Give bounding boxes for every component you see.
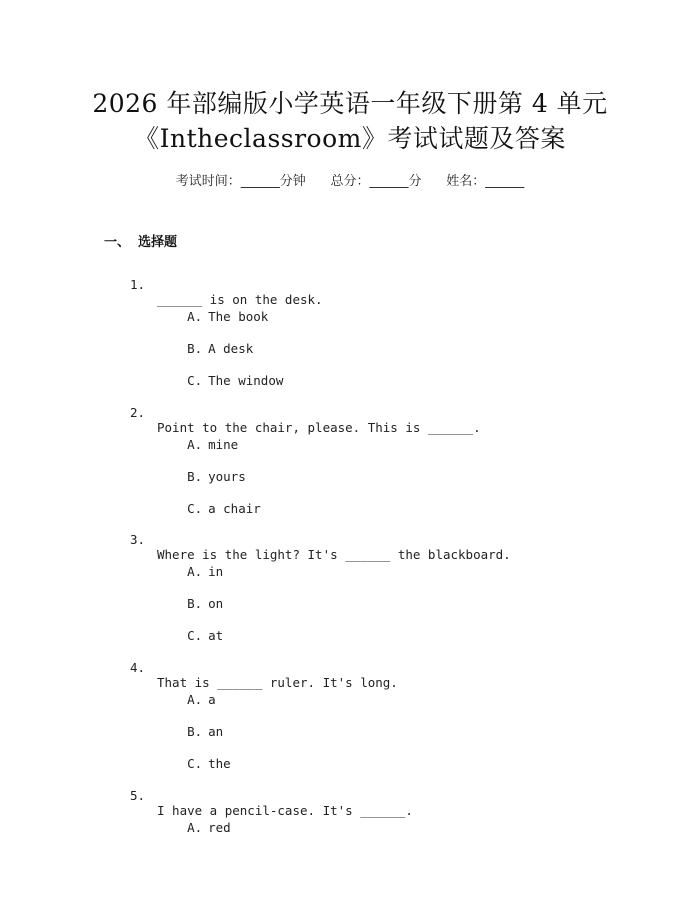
section-label: 选择题 xyxy=(138,235,178,250)
option-item xyxy=(157,613,224,643)
option-item xyxy=(157,454,246,484)
question-item xyxy=(0,262,700,307)
question-item xyxy=(0,517,700,562)
question-text: ______ is on the desk. xyxy=(157,292,323,307)
option-letter: B. xyxy=(187,596,203,611)
option-letter: A. xyxy=(187,564,203,579)
option-letter: A. xyxy=(187,692,203,707)
option-text: in xyxy=(208,564,224,579)
option-item xyxy=(157,709,224,739)
option-item xyxy=(157,486,261,516)
option-letter: A. xyxy=(187,437,203,452)
exam-info-line: 考试时间：______分钟 总分：______分 姓名：______ xyxy=(175,174,525,189)
option-text: a xyxy=(208,692,216,707)
section-heading xyxy=(104,231,177,250)
option-letter: B. xyxy=(187,724,203,739)
option-letter: C. xyxy=(187,373,203,388)
question-text: Where is the light? It's ______ the blackboard. xyxy=(157,547,511,562)
option-letter: A. xyxy=(187,309,203,324)
title-line-1: 2026 年部编版小学英语一年级下册第 4 单元 xyxy=(92,89,608,118)
option-text: yours xyxy=(208,469,246,484)
question-number: 2. xyxy=(130,405,146,420)
question-text: I have a pencil-case. It's ______. xyxy=(157,803,413,818)
question-number: 5. xyxy=(130,788,146,803)
question-text: Point to the chair, please. This is ______. xyxy=(157,420,481,435)
option-text: mine xyxy=(208,437,239,452)
option-letter: A. xyxy=(187,820,203,835)
question-number: 4. xyxy=(130,660,146,675)
option-letter: C. xyxy=(187,756,203,771)
option-text: a chair xyxy=(208,501,261,516)
option-item xyxy=(157,358,284,388)
option-text: at xyxy=(208,628,224,643)
question-item xyxy=(0,390,700,435)
option-text: on xyxy=(208,596,224,611)
question-item xyxy=(0,645,700,690)
section-number: 一、 xyxy=(104,235,131,250)
option-item xyxy=(157,741,231,771)
question-text: That is ______ ruler. It's long. xyxy=(157,675,398,690)
option-item xyxy=(157,549,224,579)
option-text: red xyxy=(208,820,231,835)
option-item xyxy=(157,581,224,611)
option-item xyxy=(157,422,239,452)
option-item xyxy=(157,805,231,835)
option-item xyxy=(157,326,254,356)
question-number: 1. xyxy=(130,277,146,292)
question-number: 3. xyxy=(130,532,146,547)
option-letter: C. xyxy=(187,501,203,516)
option-item xyxy=(157,677,216,707)
question-item xyxy=(0,773,700,818)
option-text: an xyxy=(208,724,224,739)
option-text: The book xyxy=(208,309,269,324)
option-letter: B. xyxy=(187,469,203,484)
option-letter: C. xyxy=(187,628,203,643)
option-item xyxy=(157,294,269,324)
option-text: A desk xyxy=(208,341,254,356)
option-text: The window xyxy=(208,373,284,388)
option-letter: B. xyxy=(187,341,203,356)
title-line-2: 《Intheclassroom》考试试题及答案 xyxy=(134,124,566,153)
option-text: the xyxy=(208,756,231,771)
